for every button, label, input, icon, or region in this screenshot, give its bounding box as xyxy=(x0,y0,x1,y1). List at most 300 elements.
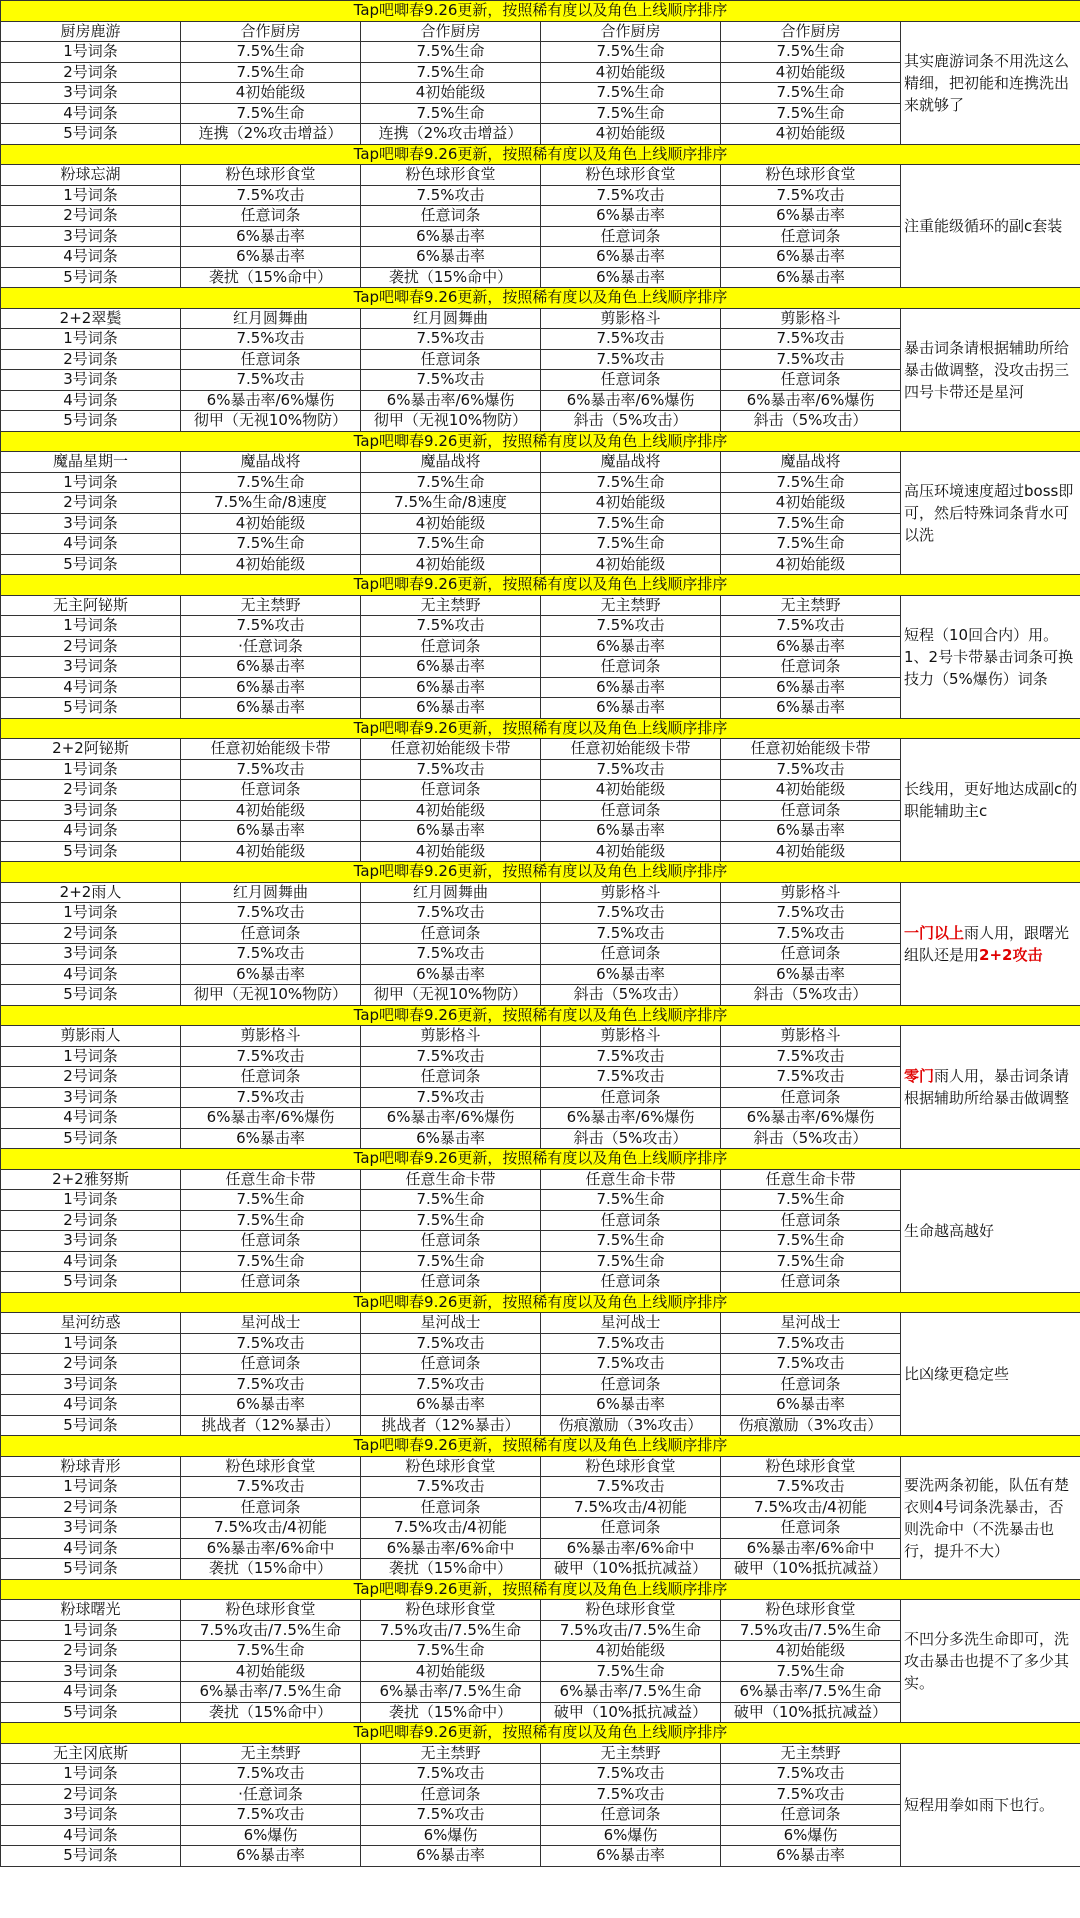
stat-cell: 任意词条 xyxy=(541,657,721,678)
section-header-row xyxy=(1,882,1080,903)
stat-cell: 袭扰（15%命中） xyxy=(361,1559,541,1580)
stat-cell: 4初始能级 xyxy=(181,513,361,534)
stat-cell: 7.5%攻击 xyxy=(181,370,361,391)
character-name: 剪影雨人 xyxy=(1,1026,181,1047)
stat-cell: 6%暴击率 xyxy=(541,677,721,698)
stat-cell: 7.5%攻击/7.5%生命 xyxy=(181,1620,361,1641)
stat-cell: 彻甲（无视10%物防） xyxy=(181,985,361,1006)
note-text: 雨人用，跟曙光组队还是用 xyxy=(904,923,1070,964)
disc-set-name: 任意生命卡带 xyxy=(541,1169,721,1190)
disc-set-name: 无主禁野 xyxy=(361,595,541,616)
stat-cell: 7.5%生命 xyxy=(541,42,721,63)
stat-cell: 6%暴击率 xyxy=(181,698,361,719)
row-label: 3号词条 xyxy=(1,657,181,678)
stat-cell: 7.5%攻击 xyxy=(541,759,721,780)
stat-cell: 7.5%攻击 xyxy=(361,1087,541,1108)
stat-cell: 斜击（5%攻击） xyxy=(721,411,901,432)
stat-cell: 7.5%生命 xyxy=(361,534,541,555)
section-banner-row xyxy=(1,718,1080,739)
stat-cell: 7.5%攻击 xyxy=(361,616,541,637)
stat-cell: 7.5%攻击 xyxy=(181,185,361,206)
stat-cell: 6%暴击率/7.5%生命 xyxy=(541,1682,721,1703)
row-label: 4号词条 xyxy=(1,534,181,555)
stat-cell: 彻甲（无视10%物防） xyxy=(181,411,361,432)
stat-cell: 7.5%生命 xyxy=(721,42,901,63)
stat-cell: 斜击（5%攻击） xyxy=(541,985,721,1006)
section-header-row xyxy=(1,595,1080,616)
stat-cell: 6%暴击率 xyxy=(361,964,541,985)
stat-cell: 7.5%攻击/7.5%生命 xyxy=(361,1620,541,1641)
stat-cell: 6%暴击率 xyxy=(361,247,541,268)
section-banner-row xyxy=(1,1723,1080,1744)
section-banner-row xyxy=(1,288,1080,309)
stat-cell: 6%暴击率/6%爆伤 xyxy=(541,1108,721,1129)
stat-cell: 7.5%攻击 xyxy=(361,1333,541,1354)
section-banner: Tap吧唧春9.26更新，按照稀有度以及角色上线顺序排序 xyxy=(1,431,1080,452)
stat-cell: 6%暴击率 xyxy=(721,206,901,227)
section-banner-row xyxy=(1,1292,1080,1313)
note-text: 不凹分多洗生命即可，洗攻击暴击也提不了多少其实。 xyxy=(904,1630,1070,1692)
row-label: 3号词条 xyxy=(1,1661,181,1682)
stat-cell: 任意词条 xyxy=(181,1497,361,1518)
stat-cell: 7.5%攻击 xyxy=(541,185,721,206)
section-banner-row xyxy=(1,431,1080,452)
stat-cell: 7.5%攻击 xyxy=(361,1374,541,1395)
stat-cell: 6%爆伤 xyxy=(361,1825,541,1846)
stat-cell: 6%暴击率 xyxy=(541,267,721,288)
section-header-row xyxy=(1,739,1080,760)
stat-cell: 7.5%攻击 xyxy=(181,1333,361,1354)
section-note xyxy=(901,882,1080,1005)
row-label: 4号词条 xyxy=(1,1825,181,1846)
stat-cell: 7.5%生命 xyxy=(541,83,721,104)
row-label: 1号词条 xyxy=(1,1477,181,1498)
character-name: 2+2翠鬓 xyxy=(1,308,181,329)
stat-cell: 7.5%攻击 xyxy=(721,1067,901,1088)
stat-cell: 任意词条 xyxy=(721,657,901,678)
stat-cell: 6%暴击率 xyxy=(721,821,901,842)
row-label: 3号词条 xyxy=(1,226,181,247)
section-note xyxy=(901,1313,1080,1436)
stat-cell: 7.5%攻击 xyxy=(721,903,901,924)
stat-cell: 6%暴击率/6%爆伤 xyxy=(721,390,901,411)
row-label: 4号词条 xyxy=(1,1682,181,1703)
row-label: 3号词条 xyxy=(1,1087,181,1108)
stat-cell: 任意词条 xyxy=(361,780,541,801)
disc-set-name: 红月圆舞曲 xyxy=(361,882,541,903)
stat-cell: 6%暴击率 xyxy=(541,1395,721,1416)
row-label: 1号词条 xyxy=(1,472,181,493)
stat-cell: 7.5%攻击 xyxy=(721,923,901,944)
stat-cell: 7.5%攻击 xyxy=(361,185,541,206)
stat-cell: 6%暴击率 xyxy=(721,698,901,719)
stat-cell: 7.5%攻击 xyxy=(181,616,361,637)
row-label: 4号词条 xyxy=(1,1395,181,1416)
stat-cell: 7.5%攻击 xyxy=(181,1374,361,1395)
stat-cell: 7.5%生命 xyxy=(181,1210,361,1231)
stat-cell: 4初始能级 xyxy=(541,124,721,145)
stat-cell: 任意词条 xyxy=(541,944,721,965)
section-banner: Tap吧唧春9.26更新，按照稀有度以及角色上线顺序排序 xyxy=(1,1149,1080,1170)
section-note xyxy=(901,1026,1080,1149)
character-name: 2+2雅努斯 xyxy=(1,1169,181,1190)
stat-cell: 6%暴击率/6%爆伤 xyxy=(541,390,721,411)
stat-cell: 彻甲（无视10%物防） xyxy=(361,411,541,432)
disc-set-name: 合作厨房 xyxy=(541,21,721,42)
row-label: 2号词条 xyxy=(1,923,181,944)
row-label: 4号词条 xyxy=(1,1108,181,1129)
row-label: 2号词条 xyxy=(1,206,181,227)
disc-set-name: 魔晶战将 xyxy=(181,452,361,473)
disc-set-name: 星河战士 xyxy=(541,1313,721,1334)
disc-set-name: 粉色球形食堂 xyxy=(361,1600,541,1621)
stat-cell: 6%暴击率/6%命中 xyxy=(721,1538,901,1559)
row-label: 5号词条 xyxy=(1,841,181,862)
stat-cell: 6%暴击率/6%命中 xyxy=(541,1538,721,1559)
stat-cell: 4初始能级 xyxy=(721,124,901,145)
row-label: 2号词条 xyxy=(1,349,181,370)
stat-cell: 6%暴击率 xyxy=(181,1128,361,1149)
row-label: 5号词条 xyxy=(1,1846,181,1867)
stat-cell: 任意词条 xyxy=(361,1784,541,1805)
stat-cell: 任意词条 xyxy=(541,1374,721,1395)
disc-set-name: 粉色球形食堂 xyxy=(541,1600,721,1621)
stat-cell: 7.5%攻击/4初能 xyxy=(361,1518,541,1539)
section-header-row xyxy=(1,1600,1080,1621)
disc-set-name: 粉色球形食堂 xyxy=(181,1456,361,1477)
stat-cell: 6%暴击率 xyxy=(361,821,541,842)
stat-cell: 7.5%攻击 xyxy=(181,759,361,780)
stat-cell: 6%暴击率/6%爆伤 xyxy=(361,390,541,411)
row-label: 3号词条 xyxy=(1,1231,181,1252)
section-note xyxy=(901,308,1080,431)
stat-cell: 7.5%生命 xyxy=(181,1641,361,1662)
stat-cell: 任意词条 xyxy=(181,1067,361,1088)
row-label: 4号词条 xyxy=(1,1538,181,1559)
stat-cell: 任意词条 xyxy=(721,1805,901,1826)
row-label: 5号词条 xyxy=(1,1128,181,1149)
stat-cell: 6%暴击率 xyxy=(541,964,721,985)
note-text: 短程（10回合内）用。1、2号卡带暴击词条可换技力（5%爆伤）词条 xyxy=(904,625,1074,688)
stat-cell: 7.5%攻击 xyxy=(181,1046,361,1067)
stat-cell: 6%暴击率 xyxy=(361,677,541,698)
row-label: 4号词条 xyxy=(1,103,181,124)
stat-cell: 7.5%生命 xyxy=(721,1231,901,1252)
stat-cell: 破甲（10%抵抗减益） xyxy=(721,1702,901,1723)
stat-cell: 破甲（10%抵抗减益） xyxy=(541,1559,721,1580)
note-highlight: 一门以上 xyxy=(904,923,965,942)
stat-cell: 7.5%生命 xyxy=(361,1251,541,1272)
disc-set-name: 合作厨房 xyxy=(181,21,361,42)
disc-set-name: 剪影格斗 xyxy=(721,1026,901,1047)
stat-cell: 7.5%生命 xyxy=(721,513,901,534)
disc-set-name: 剪影格斗 xyxy=(541,1026,721,1047)
row-label: 1号词条 xyxy=(1,329,181,350)
note-text: 要洗两条初能，队伍有楚衣则4号词条洗暴击，否则洗命中（不洗暴击也行，提升不大） xyxy=(904,1475,1070,1560)
section-note xyxy=(901,452,1080,575)
stat-cell: ·任意词条 xyxy=(181,1784,361,1805)
row-label: 4号词条 xyxy=(1,247,181,268)
stat-cell: 挑战者（12%暴击） xyxy=(181,1415,361,1436)
stat-cell: 袭扰（15%命中） xyxy=(181,267,361,288)
section-note xyxy=(901,739,1080,862)
disc-set-name: 剪影格斗 xyxy=(181,1026,361,1047)
disc-set-name: 红月圆舞曲 xyxy=(361,308,541,329)
stat-cell: 任意词条 xyxy=(721,800,901,821)
stat-cell: 挑战者（12%暴击） xyxy=(361,1415,541,1436)
row-label: 5号词条 xyxy=(1,554,181,575)
stat-cell: 6%暴击率/6%爆伤 xyxy=(361,1108,541,1129)
character-name: 粉球青形 xyxy=(1,1456,181,1477)
stat-cell: 任意词条 xyxy=(721,1210,901,1231)
disc-set-name: 魔晶战将 xyxy=(721,452,901,473)
section-note xyxy=(901,1743,1080,1866)
stat-cell: 6%暴击率/7.5%生命 xyxy=(721,1682,901,1703)
row-label: 2号词条 xyxy=(1,62,181,83)
stat-cell: 7.5%攻击 xyxy=(361,1477,541,1498)
stat-cell: 7.5%生命 xyxy=(181,1190,361,1211)
stat-cell: 6%爆伤 xyxy=(541,1825,721,1846)
stat-cell: 任意词条 xyxy=(361,1497,541,1518)
row-label: 3号词条 xyxy=(1,370,181,391)
row-label: 3号词条 xyxy=(1,513,181,534)
stat-cell: 6%暴击率 xyxy=(181,677,361,698)
note-text: 其实鹿游词条不用洗这么精细，把初能和连携洗出来就够了 xyxy=(904,51,1070,114)
stat-cell: 袭扰（15%命中） xyxy=(361,1702,541,1723)
disc-set-name: 粉色球形食堂 xyxy=(721,1600,901,1621)
note-text: 长线用，更好地达成副c的职能辅助主c xyxy=(904,780,1078,820)
stat-cell: 任意词条 xyxy=(361,1354,541,1375)
character-name: 无主冈底斯 xyxy=(1,1743,181,1764)
row-label: 5号词条 xyxy=(1,1702,181,1723)
section-banner: Tap吧唧春9.26更新，按照稀有度以及角色上线顺序排序 xyxy=(1,1436,1080,1457)
row-label: 1号词条 xyxy=(1,42,181,63)
row-label: 2号词条 xyxy=(1,1354,181,1375)
stat-cell: 6%暴击率 xyxy=(181,247,361,268)
section-banner-row xyxy=(1,1149,1080,1170)
stat-cell: 6%暴击率 xyxy=(721,1395,901,1416)
stat-cell: 斜击（5%攻击） xyxy=(721,1128,901,1149)
disc-set-name: 任意初始能级卡带 xyxy=(181,739,361,760)
stat-cell: 6%暴击率/6%命中 xyxy=(361,1538,541,1559)
stat-cell: 4初始能级 xyxy=(721,841,901,862)
section-note xyxy=(901,1456,1080,1579)
disc-set-name: 星河战士 xyxy=(361,1313,541,1334)
stat-cell: 7.5%生命 xyxy=(181,534,361,555)
stat-cell: 4初始能级 xyxy=(361,554,541,575)
row-label: 1号词条 xyxy=(1,1333,181,1354)
disc-set-name: 粉色球形食堂 xyxy=(541,1456,721,1477)
row-label: 5号词条 xyxy=(1,267,181,288)
stat-cell: 7.5%攻击 xyxy=(361,944,541,965)
stat-cell: 袭扰（15%命中） xyxy=(181,1702,361,1723)
stat-cell: 4初始能级 xyxy=(541,554,721,575)
stat-cell: 任意词条 xyxy=(361,1067,541,1088)
disc-set-name: 无主禁野 xyxy=(181,1743,361,1764)
row-label: 1号词条 xyxy=(1,759,181,780)
stat-cell: 7.5%攻击 xyxy=(541,616,721,637)
stat-cell: 7.5%生命 xyxy=(541,1661,721,1682)
section-header-row xyxy=(1,1456,1080,1477)
stat-cell: 7.5%攻击 xyxy=(721,1354,901,1375)
stat-cell: 4初始能级 xyxy=(541,1641,721,1662)
stat-cell: 任意词条 xyxy=(181,349,361,370)
row-label: 1号词条 xyxy=(1,1620,181,1641)
stat-cell: 6%暴击率 xyxy=(361,1395,541,1416)
stat-cell: 7.5%攻击/4初能 xyxy=(181,1518,361,1539)
stat-cell: 6%暴击率 xyxy=(541,821,721,842)
stat-cell: 6%暴击率 xyxy=(721,964,901,985)
disc-set-name: 粉色球形食堂 xyxy=(361,1456,541,1477)
section-header-row xyxy=(1,308,1080,329)
stat-cell: 任意词条 xyxy=(721,1518,901,1539)
stat-cell: 任意词条 xyxy=(721,1272,901,1293)
stat-cell: 7.5%生命 xyxy=(181,103,361,124)
section-banner-row xyxy=(1,1436,1080,1457)
note-text: 短程用拳如雨下也行。 xyxy=(904,1795,1055,1814)
stat-cell: 4初始能级 xyxy=(361,513,541,534)
stat-cell: 6%爆伤 xyxy=(721,1825,901,1846)
stat-cell: 斜击（5%攻击） xyxy=(541,411,721,432)
section-banner: Tap吧唧春9.26更新，按照稀有度以及角色上线顺序排序 xyxy=(1,1579,1080,1600)
stat-cell: 彻甲（无视10%物防） xyxy=(361,985,541,1006)
disc-set-name: 红月圆舞曲 xyxy=(181,882,361,903)
row-label: 5号词条 xyxy=(1,1559,181,1580)
section-header-row xyxy=(1,1313,1080,1334)
stat-cell: 7.5%生命 xyxy=(361,103,541,124)
disc-set-name: 任意初始能级卡带 xyxy=(361,739,541,760)
row-label: 3号词条 xyxy=(1,83,181,104)
section-banner-row xyxy=(1,1005,1080,1026)
stat-cell: 4初始能级 xyxy=(361,841,541,862)
disc-set-name: 粉色球形食堂 xyxy=(181,1600,361,1621)
stat-cell: 任意词条 xyxy=(541,370,721,391)
stat-cell: 斜击（5%攻击） xyxy=(541,1128,721,1149)
stat-cell: 6%暴击率 xyxy=(181,821,361,842)
row-label: 3号词条 xyxy=(1,944,181,965)
stat-cell: 伤痕激励（3%攻击） xyxy=(541,1415,721,1436)
stat-cell: 4初始能级 xyxy=(721,780,901,801)
stat-cell: 6%暴击率 xyxy=(181,226,361,247)
stat-cell: 任意词条 xyxy=(361,349,541,370)
stat-cell: 7.5%攻击 xyxy=(181,1805,361,1826)
disc-set-name: 任意生命卡带 xyxy=(181,1169,361,1190)
stat-cell: 7.5%生命 xyxy=(541,1190,721,1211)
row-label: 1号词条 xyxy=(1,1046,181,1067)
stat-cell: 7.5%生命 xyxy=(181,472,361,493)
row-label: 2号词条 xyxy=(1,1210,181,1231)
stat-cell: 破甲（10%抵抗减益） xyxy=(541,1702,721,1723)
stat-cell: 6%暴击率 xyxy=(721,267,901,288)
row-label: 2号词条 xyxy=(1,1641,181,1662)
stat-cell: 7.5%生命 xyxy=(181,62,361,83)
stat-cell: 7.5%攻击 xyxy=(541,1067,721,1088)
section-header-row xyxy=(1,165,1080,186)
stat-cell: 7.5%生命 xyxy=(181,42,361,63)
disc-set-name: 剪影格斗 xyxy=(541,308,721,329)
section-note xyxy=(901,165,1080,288)
section-note xyxy=(901,1169,1080,1292)
stat-cell: 4初始能级 xyxy=(721,62,901,83)
stat-cell: 7.5%生命 xyxy=(721,1661,901,1682)
stat-cell: 任意词条 xyxy=(541,1210,721,1231)
row-label: 5号词条 xyxy=(1,411,181,432)
character-name: 厨房鹿游 xyxy=(1,21,181,42)
stat-cell: 7.5%攻击 xyxy=(541,1354,721,1375)
disc-set-name: 粉色球形食堂 xyxy=(721,1456,901,1477)
stat-cell: 任意词条 xyxy=(181,1354,361,1375)
disc-set-name: 任意初始能级卡带 xyxy=(541,739,721,760)
stat-cell: 6%暴击率 xyxy=(541,206,721,227)
stat-cell: 任意词条 xyxy=(361,206,541,227)
stat-cell: 6%暴击率 xyxy=(181,1395,361,1416)
stat-cell: 任意词条 xyxy=(721,1374,901,1395)
row-label: 1号词条 xyxy=(1,903,181,924)
stat-cell: 7.5%生命 xyxy=(541,534,721,555)
note-text: 雨人用，暴击词条请根据辅助所给暴击做调整 xyxy=(904,1067,1070,1107)
stat-cell: 7.5%攻击 xyxy=(181,944,361,965)
stat-cell: 7.5%生命 xyxy=(361,1210,541,1231)
stat-cell: 4初始能级 xyxy=(361,800,541,821)
note-text: 暴击词条请根据辅助所给暴击做调整，没攻击拐三四号卡带还是星河 xyxy=(904,338,1070,401)
stat-cell: 6%暴击率 xyxy=(541,247,721,268)
section-banner: Tap吧唧春9.26更新，按照稀有度以及角色上线顺序排序 xyxy=(1,575,1080,596)
stat-cell: 7.5%生命 xyxy=(361,42,541,63)
note-highlight: 2+2攻击 xyxy=(979,945,1043,964)
stat-cell: 6%暴击率 xyxy=(361,1128,541,1149)
disc-set-name: 魔晶战将 xyxy=(541,452,721,473)
disc-set-name: 粉色球形食堂 xyxy=(361,165,541,186)
stat-cell: 任意词条 xyxy=(181,1272,361,1293)
stat-cell: 7.5%生命 xyxy=(541,513,721,534)
stat-cell: 任意词条 xyxy=(541,1518,721,1539)
stat-cell: 任意词条 xyxy=(181,206,361,227)
stat-cell: 7.5%攻击 xyxy=(361,1764,541,1785)
disc-set-name: 红月圆舞曲 xyxy=(181,308,361,329)
stat-cell: 4初始能级 xyxy=(181,83,361,104)
stat-cell: 7.5%攻击 xyxy=(181,1764,361,1785)
stat-cell: 6%暴击率 xyxy=(181,657,361,678)
stat-cell: 任意词条 xyxy=(541,1272,721,1293)
stat-cell: 6%暴击率/7.5%生命 xyxy=(181,1682,361,1703)
stat-cell: 任意词条 xyxy=(541,800,721,821)
stat-cell: 7.5%攻击 xyxy=(181,1477,361,1498)
disc-set-name: 粉色球形食堂 xyxy=(181,165,361,186)
row-label: 4号词条 xyxy=(1,964,181,985)
row-label: 1号词条 xyxy=(1,1190,181,1211)
row-label: 4号词条 xyxy=(1,1251,181,1272)
disc-set-name: 粉色球形食堂 xyxy=(541,165,721,186)
stat-cell: 7.5%生命 xyxy=(721,472,901,493)
note-text: 注重能级循环的副c套装 xyxy=(904,217,1063,235)
row-label: 3号词条 xyxy=(1,1805,181,1826)
stat-cell: 任意词条 xyxy=(541,226,721,247)
stat-cell: 7.5%攻击 xyxy=(541,349,721,370)
section-header-row xyxy=(1,1743,1080,1764)
stat-cell: 7.5%攻击 xyxy=(541,923,721,944)
stat-cell: 7.5%生命 xyxy=(721,1251,901,1272)
disc-set-name: 无主禁野 xyxy=(361,1743,541,1764)
stat-cell: 7.5%攻击 xyxy=(361,329,541,350)
stat-cell: 任意词条 xyxy=(721,226,901,247)
stat-cell: 4初始能级 xyxy=(721,554,901,575)
character-name: 魔晶星期一 xyxy=(1,452,181,473)
row-label: 2号词条 xyxy=(1,493,181,514)
stat-cell: 7.5%攻击 xyxy=(721,349,901,370)
stat-cell: 连携（2%攻击增益） xyxy=(181,124,361,145)
stat-cell: 7.5%生命/8速度 xyxy=(361,493,541,514)
stat-cell: 7.5%攻击 xyxy=(721,1046,901,1067)
